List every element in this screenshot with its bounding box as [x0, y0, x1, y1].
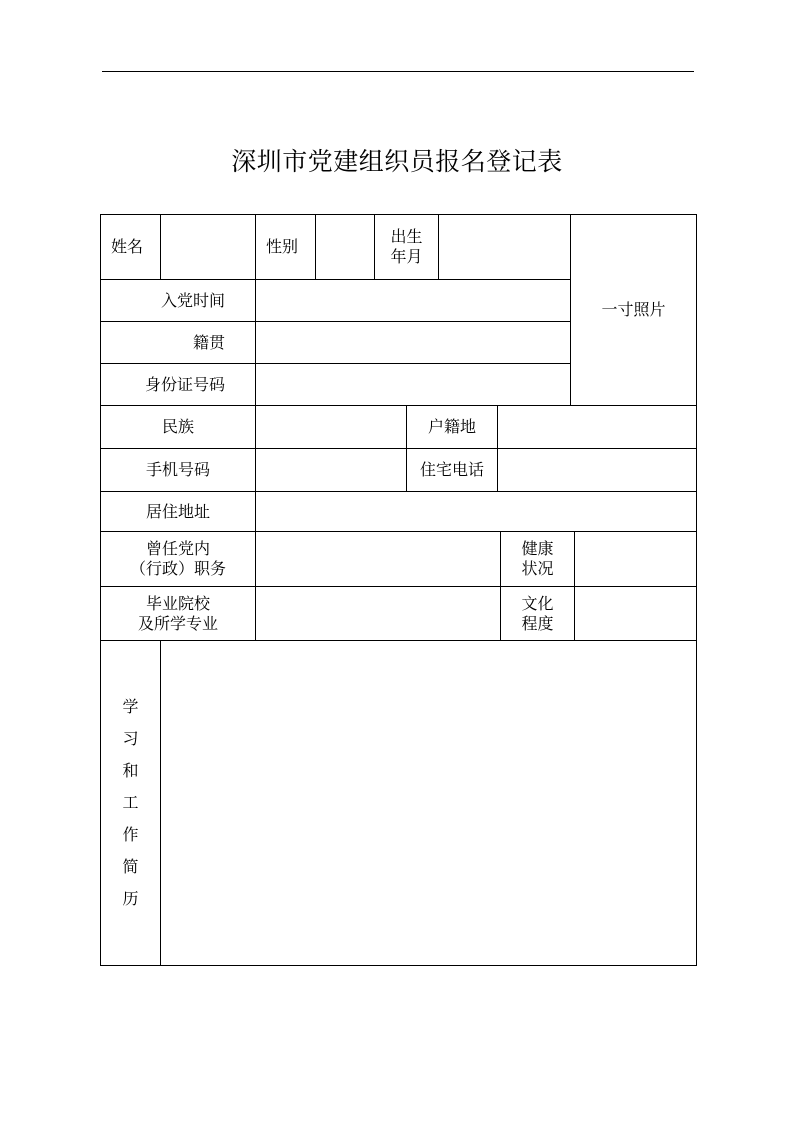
household-label: 户籍地: [407, 406, 498, 449]
photo-box[interactable]: 一寸照片: [571, 215, 697, 406]
health-field[interactable]: [575, 532, 697, 587]
gender-field[interactable]: [316, 215, 375, 280]
page-title: 深圳市党建组织员报名登记表: [231, 147, 563, 176]
resume-field[interactable]: [161, 641, 697, 966]
position-label-line1: 曾任党内: [145, 539, 210, 558]
native-place-label: 籍贯: [101, 322, 256, 364]
education-label-line1: 文化: [521, 593, 554, 613]
resume-label-char: 历: [122, 889, 139, 908]
address-field[interactable]: [256, 492, 697, 532]
birth-label: [375, 215, 439, 280]
id-number-field[interactable]: [256, 364, 571, 406]
resume-label-char: 作: [122, 825, 139, 844]
position-field[interactable]: [256, 532, 501, 587]
mobile-field[interactable]: [256, 449, 407, 492]
resume-label-char: 和: [122, 761, 139, 780]
resume-label-char: 工: [122, 793, 139, 812]
household-field[interactable]: [498, 406, 697, 449]
id-number-label: 身份证号码: [101, 364, 256, 406]
header-rule: [102, 71, 694, 72]
ethnicity-label: 民族: [101, 406, 256, 449]
school-field[interactable]: [256, 587, 501, 641]
education-field[interactable]: [575, 587, 697, 641]
party-join-field[interactable]: [256, 280, 571, 322]
birth-label-line2: 年月: [390, 247, 423, 266]
home-phone-label: 住宅电话: [407, 449, 498, 492]
home-phone-field[interactable]: [498, 449, 697, 492]
health-label-line2: 状况: [521, 559, 554, 578]
birth-label-line1: 出生: [390, 227, 423, 246]
ethnicity-field[interactable]: [256, 406, 407, 449]
education-label: [501, 587, 575, 641]
position-label: [101, 532, 256, 587]
school-label-line1: 毕业院校: [145, 593, 210, 613]
name-label: 姓名: [101, 215, 161, 280]
name-field[interactable]: [161, 215, 256, 280]
position-label-line2: （行政）职务: [129, 559, 226, 578]
school-label: [101, 587, 256, 641]
resume-label-char: 简: [122, 857, 139, 876]
gender-label: 性别: [256, 215, 316, 280]
school-label-line2: 及所学专业: [137, 613, 218, 633]
health-label: [501, 532, 575, 587]
mobile-label: 手机号码: [101, 449, 256, 492]
birth-date-field[interactable]: [439, 215, 571, 280]
address-label: 居住地址: [101, 492, 256, 532]
resume-label-char: 学: [122, 697, 139, 716]
resume-label: [101, 641, 161, 966]
education-label-line2: 程度: [521, 613, 554, 633]
health-label-line1: 健康: [521, 539, 554, 558]
party-join-label: 入党时间: [101, 280, 256, 322]
registration-form-table: [100, 214, 697, 966]
resume-label-char: 习: [122, 729, 139, 748]
native-place-field[interactable]: [256, 322, 571, 364]
